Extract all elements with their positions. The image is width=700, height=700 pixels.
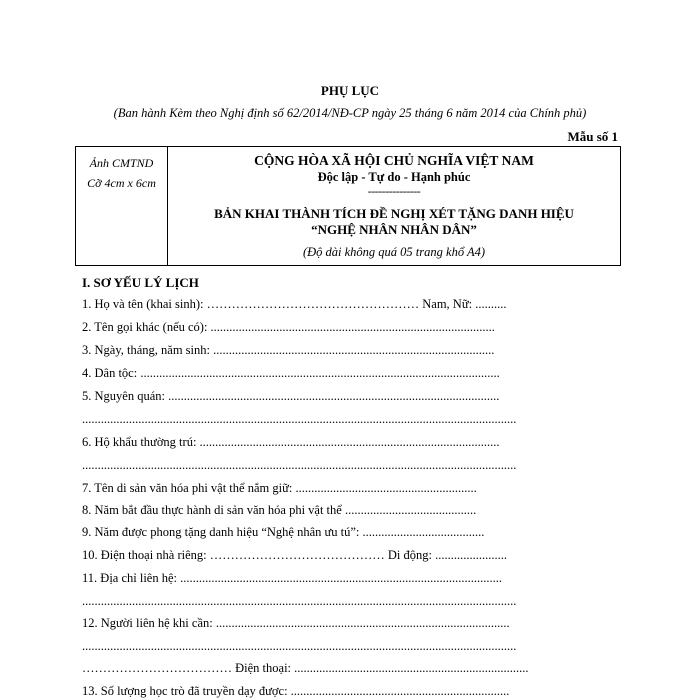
field-residence-cont[interactable]: ........................................................................................................................................... (82, 458, 517, 472)
appendix-title: PHỤ LỤC (320, 83, 380, 98)
section-title: I. SƠ YẾU LÝ LỊCH (82, 275, 199, 290)
field-phones[interactable]: 10. Điện thoại nhà riêng: …………………………………… Di động: ....................... (82, 548, 507, 562)
decree-reference: (Ban hành Kèm theo Nghị định số 62/2014/NĐ-CP ngày 25 tháng 6 năm 2014 của Chính phủ) (113, 106, 587, 120)
field-emergency-contact[interactable]: 12. Người liên hệ khi cần: .............................................................................................. (82, 616, 510, 630)
field-other-name[interactable]: 2. Tên gọi khác (nếu có): ........................................................................................... (82, 320, 495, 334)
form-title: BẢN KHAI THÀNH TÍCH ĐỀ NGHỊ XÉT TẶNG DANH HIỆU (214, 206, 574, 221)
form-number: Mẫu số 1 (567, 129, 618, 144)
field-award-year[interactable]: 9. Năm được phong tặng danh hiệu “Nghệ nhân ưu tú”: ....................................... (82, 525, 485, 539)
header-table (75, 146, 621, 266)
form-title-award: “NGHỆ NHÂN NHÂN DÂN” (311, 222, 477, 237)
nation-name: CỘNG HÒA XÃ HỘI CHỦ NGHĨA VIỆT NAM (254, 153, 534, 168)
field-residence[interactable]: 6. Hộ khẩu thường trú: ................................................................................................ (82, 435, 500, 449)
field-full-name[interactable]: 1. Họ và tên (khai sinh): …………………………………………… Nam, Nữ: .......... (82, 297, 507, 311)
photo-label: Ảnh CMTND (89, 156, 154, 170)
field-birth-date[interactable]: 3. Ngày, tháng, năm sinh: .......................................................................................... (82, 343, 495, 357)
field-heritage-name[interactable]: 7. Tên di sản văn hóa phi vật thể nắm giữ: .......................................................... (82, 481, 477, 495)
field-address-cont[interactable]: ........................................................................................................................................... (82, 594, 517, 608)
field-hometown[interactable]: 5. Nguyên quán: .......................................................................................................... (82, 389, 500, 403)
length-note: (Độ dài không quá 05 trang khổ A4) (302, 245, 486, 259)
field-contact-phone[interactable]: ……………………………… Điện thoại: ........................................................................... (82, 661, 529, 675)
photo-placeholder (76, 147, 168, 265)
field-students-count[interactable]: 13. Số lượng học trò đã truyền dạy được: ...................................................................... (82, 684, 510, 698)
field-ethnicity[interactable]: 4. Dân tộc: ................................................................................................................... (82, 366, 500, 380)
separator: --------------- (367, 184, 421, 198)
field-hometown-cont[interactable]: ........................................................................................................................................... (82, 412, 517, 426)
field-practice-start-year[interactable]: 8. Năm bắt đầu thực hành di sản văn hóa phi vật thể .......................................... (82, 503, 477, 517)
national-motto: Độc lập - Tự do - Hạnh phúc (317, 170, 471, 184)
field-emergency-contact-cont[interactable]: ........................................................................................................................................... (82, 639, 517, 653)
field-address[interactable]: 11. Địa chỉ liên hệ: ....................................................................................................... (82, 571, 502, 585)
photo-size: Cỡ 4cm x 6cm (87, 176, 156, 190)
